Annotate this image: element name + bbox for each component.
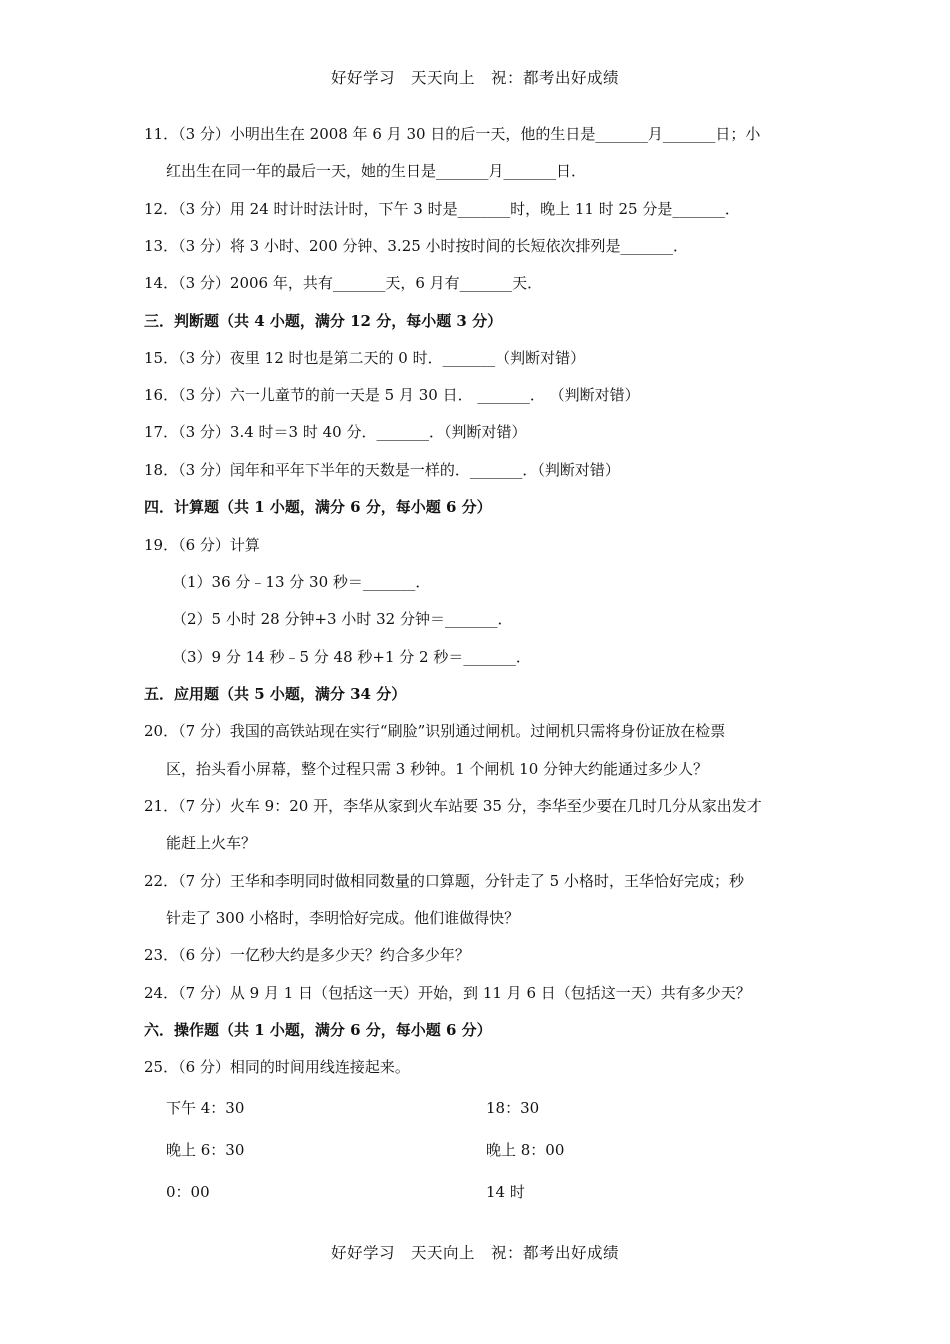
match-left-item: 晚上 6：30 bbox=[166, 1141, 245, 1159]
question-24: 24．（7 分）从 9 月 1 日（包括这一天）开始，到 11 月 6 日（包括这一天）共有多少天？ bbox=[144, 984, 751, 1002]
section-5-heading: 五．应用题（共 5 小题，满分 34 分） bbox=[144, 685, 407, 703]
section-6-heading: 六．操作题（共 1 小题，满分 6 分，每小题 6 分） bbox=[144, 1021, 492, 1039]
question-11-line-1: 11．（3 分）小明出生在 2008 年 6 月 30 日的后一天，他的生日是_______月_______日；小 bbox=[144, 125, 761, 143]
match-right-item: 14 时 bbox=[486, 1183, 525, 1201]
question-18: 18．（3 分）闰年和平年下半年的天数是一样的．_______．（判断对错） bbox=[144, 461, 620, 479]
question-25: 25．（6 分）相同的时间用线连接起来。 bbox=[144, 1058, 410, 1076]
page-footer: 好好学习 天天向上 祝：都考出好成绩 bbox=[330, 1244, 619, 1262]
question-23: 23．（6 分）一亿秒大约是多少天？约合多少年？ bbox=[144, 946, 470, 964]
question-14: 14．（3 分）2006 年，共有_______天，6 月有_______天． bbox=[144, 274, 543, 292]
question-19-part-2: （2）5 小时 28 分钟+3 小时 32 分钟＝_______． bbox=[172, 610, 513, 628]
question-20-line-1: 20．（7 分）我国的高铁站现在实行“刷脸”识别通过闸机。过闸机只需将身份证放在检票 bbox=[144, 722, 726, 740]
match-left-item: 下午 4：30 bbox=[166, 1099, 245, 1117]
match-right-item: 晚上 8：00 bbox=[486, 1141, 565, 1159]
question-19-part-1: （1）36 分﹣13 分 30 秒＝_______． bbox=[172, 573, 431, 591]
question-15: 15．（3 分）夜里 12 时也是第二天的 0 时．_______（判断对错） bbox=[144, 349, 586, 367]
question-21-line-1: 21．（7 分）火车 9：20 开，李华从家到火车站要 35 分，李华至少要在几时几分从家出发才 bbox=[144, 797, 762, 815]
section-4-heading: 四．计算题（共 1 小题，满分 6 分，每小题 6 分） bbox=[144, 498, 492, 516]
question-17: 17．（3 分）3.4 时＝3 时 40 分．_______．（判断对错） bbox=[144, 423, 527, 441]
match-left-item: 0：00 bbox=[166, 1183, 210, 1201]
match-right-item: 18：30 bbox=[486, 1099, 540, 1117]
question-22-line-2: 针走了 300 小格时，李明恰好完成。他们谁做得快？ bbox=[166, 909, 520, 927]
question-21-line-2: 能赶上火车？ bbox=[166, 834, 257, 852]
question-20-line-2: 区，抬头看小屏幕，整个过程只需 3 秒钟。1 个闸机 10 分钟大约能通过多少人？ bbox=[166, 760, 709, 778]
question-19-part-3: （3）9 分 14 秒﹣5 分 48 秒+1 分 2 秒＝_______． bbox=[172, 648, 531, 666]
question-22-line-1: 22．（7 分）王华和李明同时做相同数量的口算题，分针走了 5 小格时，王华恰好完成；秒 bbox=[144, 872, 744, 890]
question-11-line-2: 红出生在同一年的最后一天，她的生日是_______月_______日． bbox=[166, 162, 587, 180]
question-19: 19．（6 分）计算 bbox=[144, 536, 260, 554]
question-13: 13．（3 分）将 3 小时、200 分钟、3.25 小时按时间的长短依次排列是_______． bbox=[144, 237, 689, 255]
page-header: 好好学习 天天向上 祝：都考出好成绩 bbox=[330, 69, 619, 87]
question-12: 12．（3 分）用 24 时计时法计时，下午 3 时是_______时，晚上 11 时 25 分是_______． bbox=[144, 200, 740, 218]
section-3-heading: 三．判断题（共 4 小题，满分 12 分，每小题 3 分） bbox=[144, 312, 503, 330]
question-16: 16．（3 分）六一儿童节的前一天是 5 月 30 日． _______． （判断对错） bbox=[144, 386, 640, 404]
